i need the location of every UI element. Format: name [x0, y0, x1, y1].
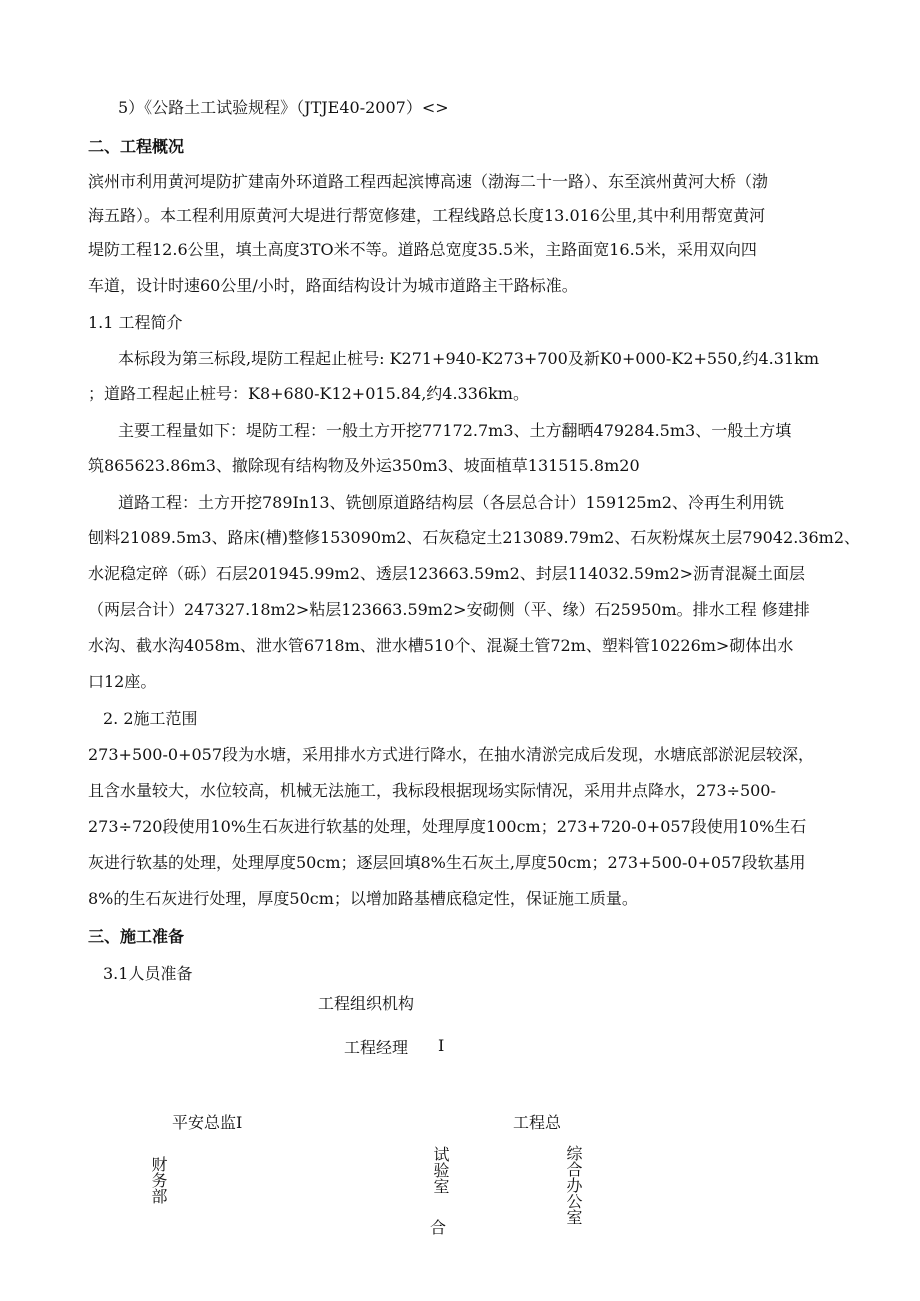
overview-line: 堤防工程12.6公里，填土高度3TO米不等。道路总宽度35.5米，主路面宽16.5米，采用双向四: [88, 240, 757, 259]
scope-line: 8%的生石灰进行处理，厚度50cm；以增加路基槽底稳定性，保证施工质量。: [88, 889, 638, 908]
overview-line: 海五路）。本工程利用原黄河大堤进行帮宽修建，工程线路总长度13.016公里,其中利用帮宽黄河: [88, 206, 766, 225]
scope-line: 灰进行软基的处理，处理厚度50cm；逐层回填8%生石灰土,厚度50cm；273+500-0+057段软基用: [88, 853, 806, 872]
org-lab-extra: 合: [430, 1218, 447, 1237]
org-safety-director: 平安总监I: [172, 1113, 243, 1132]
org-chart-title: 工程组织机构: [318, 994, 415, 1013]
overview-line: 车道，设计时速60公里/小时，路面结构设计为城市道路主干路标准。: [88, 276, 578, 295]
org-chief-engineer: 工程总: [513, 1113, 562, 1132]
org-finance-dept: 财务部: [149, 1156, 168, 1204]
reference-item: 5）《公路土工试验规程》（JTJE40-2007）<>: [118, 98, 449, 117]
org-manager: 工程经理: [344, 1038, 409, 1057]
quantities-road-line: （两层合计）247327.18m2>粘层123663.59m2>安砌侧（平、缘）石25950m。排水工程 修建排: [88, 600, 810, 619]
intro-line: 本标段为第三标段,堤防工程起止桩号: K271+940-K273+700及新K0+000-K2+550,约4.31km: [118, 349, 819, 368]
org-general-office: 综合办公室: [564, 1145, 583, 1225]
org-lab: 试验室: [431, 1146, 450, 1194]
quantities-road-line: 口12座。: [88, 672, 157, 691]
section-heading-overview: 二、工程概况: [88, 137, 185, 156]
org-manager-mark: I: [438, 1036, 445, 1055]
subheading-construction-scope: 2. 2施工范围: [103, 709, 198, 728]
quantities-road-line: 道路工程：土方开挖789In13、铣刨原道路结构层（各层总合计）159125m2、冷再生利用铣: [118, 493, 784, 512]
quantities-road-line: 水泥稳定碎（砾）石层201945.99m2、透层123663.59m2、封层114032.59m2>沥青混凝土面层: [88, 564, 806, 583]
quantities-levee-line: 主要工程量如下：堤防工程：一般土方开挖77172.7m3、土方翻晒479284.5m3、一般土方填: [118, 421, 792, 440]
quantities-road-line: 刨料21089.5m3、路床(槽)整修153090m2、石灰稳定土213089.79m2、石灰粉煤灰土层79042.36m2、: [88, 528, 861, 547]
scope-line: 且含水量较大，水位较高，机械无法施工，我标段根据现场实际情况，采用井点降水，273÷500-: [88, 781, 776, 800]
scope-line: 273+500-0+057段为水塘，采用排水方式进行降水，在抽水清淤完成后发现，水塘底部淤泥层较深，: [88, 745, 815, 764]
subheading-project-intro: 1.1 工程简介: [88, 313, 183, 332]
overview-line: 滨州市利用黄河堤防扩建南外环道路工程西起滨博高速（渤海二十一路）、东至滨州黄河大桥（渤: [88, 172, 769, 191]
intro-line: ；道路工程起止桩号：K8+680-K12+015.84,约4.336km。: [88, 384, 529, 403]
quantities-levee-line: 筑865623.86m3、撤除现有结构物及外运350m3、坡面植草131515.8m20: [88, 456, 640, 475]
quantities-road-line: 水沟、截水沟4058m、泄水管6718m、泄水槽510个、混凝土管72m、塑料管10226m>砌体出水: [88, 636, 794, 655]
subheading-personnel: 3.1人员准备: [103, 964, 193, 983]
section-heading-preparation: 三、施工准备: [88, 927, 185, 946]
scope-line: 273÷720段使用10%生石灰进行软基的处理，处理厚度100cm；273+720-0+057段使用10%生石: [88, 817, 807, 836]
